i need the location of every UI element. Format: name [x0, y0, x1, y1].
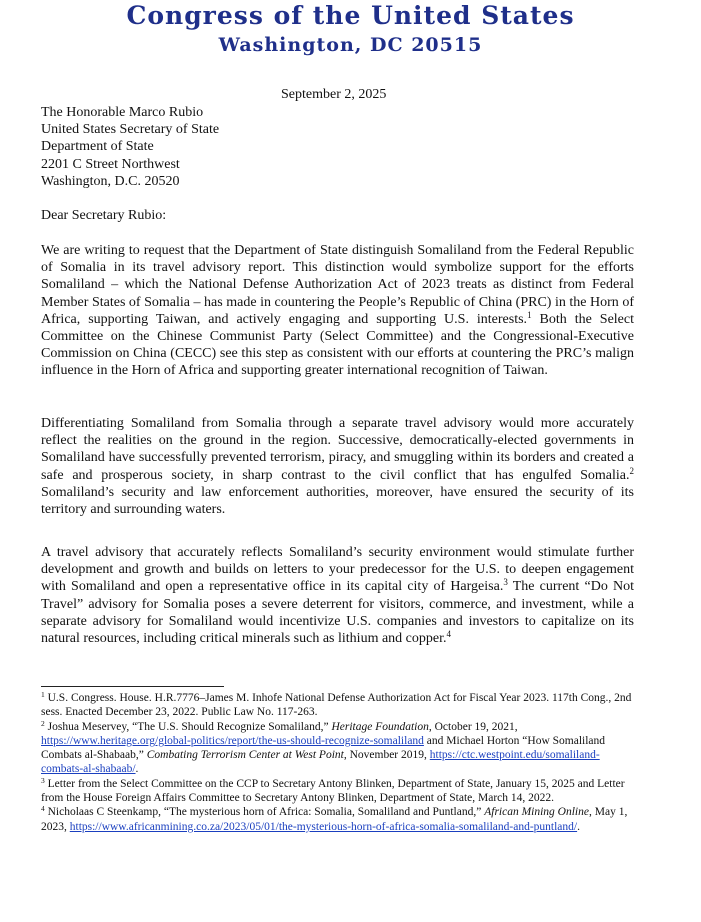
footnotes	[41, 691, 641, 834]
recipient-department: Department of State	[41, 139, 154, 155]
publication-name: Combating Terrorism Center at West Point	[146, 749, 344, 762]
paragraph-text: A travel advisory that accurately reflects Somaliland’s security environment would stimulate further development and growth and builds on letters to your predecessor for the U.S. to deepen engagement with Somaliland and open a representative office in its capital city of Hargeisa.	[41, 545, 634, 595]
africanmining-link[interactable]: https://www.africanmining.co.za/2023/05/01/the-mysterious-horn-of-africa-somalia-somaliland-and-puntland/	[69, 820, 578, 833]
footnote-text: and Michael Horton “How Somaliland Combats al-Shabaab,”	[41, 734, 606, 762]
publication-name: African Mining Online	[484, 806, 589, 819]
footnote-number: 2	[41, 718, 45, 728]
westpoint-link[interactable]: https://ctc.westpoint.edu/somaliland-combats-al-shabaab/	[41, 749, 600, 776]
paragraph-text: Somaliland’s security and law enforcement authorities, moreover, have ensured the security of its territory and surrounding waters.	[41, 484, 634, 518]
footnote-number: 3	[41, 775, 45, 785]
body-paragraph-3	[41, 544, 634, 647]
footnote-text: , May 1, 2023,	[41, 806, 628, 833]
footnote-divider	[41, 686, 224, 687]
footnote-text: Letter from the Select Committee on the CCP to Secretary Antony Blinken, Department of State, January 15, 2025 and Letter from the House Foreign Affairs Committee to Secretary Antony Blinken, Department of State, March 14, 2022.	[41, 777, 625, 805]
footnote-text: .	[577, 820, 580, 833]
footnote-text: Joshua Meservey, “The U.S. Should Recognize Somaliland,”	[44, 720, 332, 733]
publication-name: Heritage Foundation	[331, 720, 429, 733]
footnote-number: 4	[41, 804, 45, 814]
paragraph-text: The current “Do Not Travel” advisory for Somalia poses a severe deterrent for visitors, commerce, and investment, while a separate advisory for Somaliland would incentivize U.S. companies and investors to capitalize on its natural resources, including critical minerals such as lithium and copper.	[41, 579, 634, 647]
footnote-text: , October 19, 2021,	[428, 720, 518, 733]
recipient-city: Washington, D.C. 20520	[41, 173, 180, 189]
paragraph-text: Both the Select Committee on the Chinese Communist Party (Select Committee) and the Congressional-Executive Commission on China (CECC) see this step as consistent with our efforts at countering the PRC’s malign influence in the Horn of Africa and supporting greater international recognition of Taiwan.	[41, 311, 634, 379]
paragraph-text: We are writing to request that the Department of State distinguish Somaliland from the Federal Republic of Somalia in its travel advisory report. This distinction would symbolize support for the efforts Somaliland – which the National Defense Authorization Act of 2023 treats as distinct from Federal Member States of Somalia – has made in countering the People’s Republic of China (PRC) in the Horn of Africa, supporting Taiwan, and actively engaging and supporting U.S. interests.	[41, 243, 634, 327]
footnote-ref[interactable]: 3	[503, 577, 508, 588]
footnote-text: U.S. Congress. House. H.R.7776–James M. Inhofe National Defense Authorization Act for Fiscal Year 2023. 117th Cong., 2nd sess. Enacted December 23, 2022. Public Law No. 117-263.	[41, 692, 632, 719]
letterhead-title: Congress of the United States	[126, 1, 575, 30]
body-paragraph-2	[41, 415, 634, 518]
footnote-2	[41, 720, 641, 777]
body-paragraph-1	[41, 242, 634, 380]
recipient-name: The Honorable Marco Rubio	[41, 105, 204, 120]
footnote-4	[41, 805, 641, 834]
footnote-number: 1	[41, 690, 45, 699]
footnote-ref[interactable]: 2	[629, 465, 634, 476]
recipient-street: 2201 C Street Northwest	[41, 156, 180, 172]
footnote-ref[interactable]: 1	[527, 309, 532, 320]
salutation: Dear Secretary Rubio:	[41, 208, 167, 223]
letter-date: September 2, 2025	[281, 87, 387, 102]
footnote-1	[41, 691, 641, 720]
footnote-ref[interactable]: 4	[446, 629, 451, 640]
paragraph-text: Differentiating Somaliland from Somalia through a separate travel advisory would more accurately reflect the realities on the ground in the region. Successive, democratically-elected governments in Somaliland have successfully prevented terrorism, piracy, and smuggling within its borders and created a safe and prosperous society, in sharp contrast to the civil conflict that has engulfed Somalia.	[41, 416, 634, 483]
recipient-address	[41, 104, 219, 190]
heritage-link[interactable]: https://www.heritage.org/global-politics/report/the-us-should-recognize-somaliland	[41, 734, 424, 747]
recipient-title: United States Secretary of State	[41, 122, 220, 138]
footnote-text: .	[135, 763, 139, 776]
footnote-text: , November 2019,	[343, 749, 430, 762]
footnote-3	[41, 777, 641, 806]
letterhead-subtitle: Washington, DC 20515	[218, 34, 483, 56]
footnote-text: Nicholaas C Steenkamp, “The mysterious horn of Africa: Somalia, Somaliland and Puntland,”	[44, 806, 485, 819]
